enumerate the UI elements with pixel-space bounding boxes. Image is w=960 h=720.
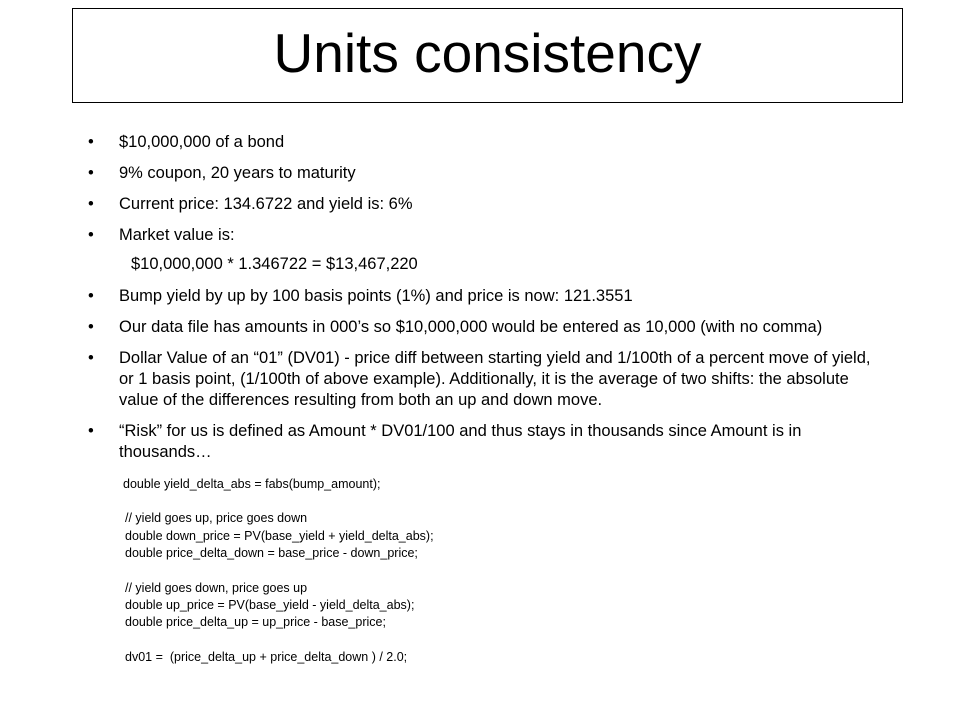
bullet-text: “Risk” for us is defined as Amount * DV01/100 and thus stays in thousands since Amount is in thousands… <box>119 422 802 461</box>
code-comment: // yield goes down, price goes up <box>125 580 308 595</box>
bullet-item <box>0 132 884 153</box>
bullet-item <box>0 163 884 184</box>
bullet-item <box>0 194 884 215</box>
bullet-dot-icon: • <box>88 133 94 151</box>
code-line: double yield_delta_abs = fabs(bump_amount); <box>123 477 381 491</box>
code-comment: // yield goes up, price goes down <box>125 511 308 526</box>
bullet-item <box>0 317 884 338</box>
bullet-text: Current price: 134.6722 and yield is: 6% <box>119 195 413 213</box>
bullet-list <box>0 132 960 473</box>
bullet-item <box>0 421 884 463</box>
bullet-dot-icon: • <box>88 318 94 336</box>
title-box <box>72 8 903 103</box>
bullet-dot-icon: • <box>88 287 94 305</box>
bullet-dot-icon: • <box>88 226 94 244</box>
code-line: double price_delta_down = base_price - down_price; <box>125 545 418 560</box>
bullet-dot-icon: • <box>88 195 94 213</box>
bullet-dot-icon: • <box>88 349 94 367</box>
code-line: dv01 = (price_delta_up + price_delta_down ) / 2.0; <box>125 650 408 665</box>
bullet-text: Bump yield by up by 100 basis points (1%) and price is now: 121.3551 <box>119 287 633 305</box>
bullet-text: 9% coupon, 20 years to maturity <box>119 164 356 182</box>
code-blank-line <box>0 562 960 580</box>
bullet-item <box>0 225 884 246</box>
bullet-text: Our data file has amounts in 000’s so $10,000,000 would be entered as 10,000 (with no comma) <box>119 318 823 336</box>
code-line: double price_delta_up = up_price - base_price; <box>125 615 386 630</box>
bullet-dot-icon: • <box>88 164 94 182</box>
code-line: double up_price = PV(base_yield - yield_delta_abs); <box>125 597 415 612</box>
code-snippet <box>0 476 960 666</box>
bullet-text: $10,000,000 of a bond <box>119 133 285 151</box>
code-line: double down_price = PV(base_yield + yield_delta_abs); <box>125 528 434 543</box>
slide-title: Units consistency <box>273 22 702 84</box>
market-value-formula: $10,000,000 * 1.346722 = $13,467,220 <box>131 255 418 273</box>
bullet-item <box>0 348 884 411</box>
bullet-dot-icon: • <box>88 422 94 440</box>
bullet-text: Market value is: <box>119 226 235 244</box>
code-blank-line <box>0 632 960 650</box>
bullet-item <box>0 286 884 307</box>
bullet-text: Dollar Value of an “01” (DV01) - price diff between starting yield and 1/100th of a percent move of yield, or 1 basis point, (1/100th of above example). Additionally, it is the average of two shifts: the absolute value of the differences resulting from both an up and down move. <box>119 349 871 409</box>
